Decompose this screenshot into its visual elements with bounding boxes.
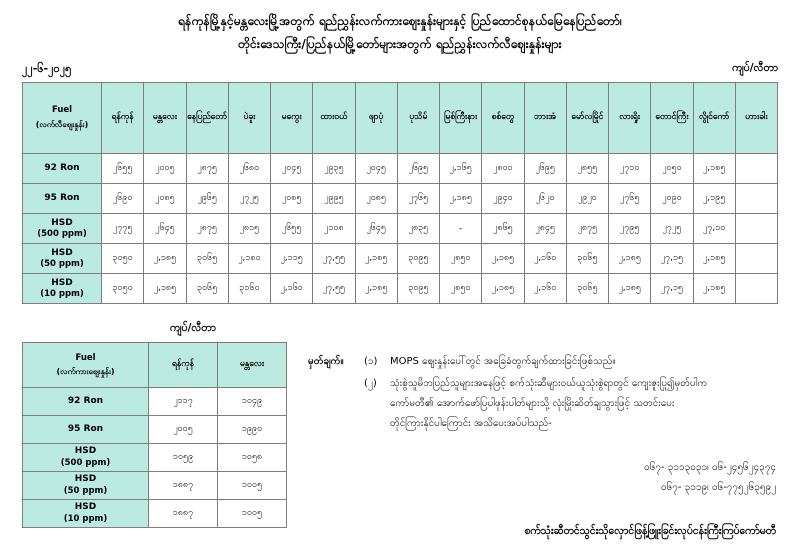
document-header (0, 0, 800, 56)
column-header-city: ပုသိမ် (397, 83, 439, 154)
price-cell: ၂၆၄၅ (144, 214, 186, 244)
column-header-city: ပဲခူး (228, 83, 270, 154)
note-text-cont: ကော်မတီ၏ အောက်ဖော်ပြပါဖုန်းပါတ်များသို့ လုံးမြိုးဆိတ်ချသွားဖြင့် သတင်းပေး (390, 398, 675, 409)
row-label-sub: (50 ppm) (63, 485, 108, 496)
price-cell: ၂,၁၁၅ (271, 244, 313, 274)
table-row (23, 444, 287, 472)
price-cell: ၂,၁၆၀ (271, 274, 313, 304)
price-cell: ၂၈၃၅ (397, 214, 439, 244)
table-header-row (23, 83, 778, 154)
fuel-header-label: Fuel (51, 105, 73, 116)
row-label-hsd-50 (23, 244, 102, 274)
row-label-text: 95 Ron (44, 193, 80, 204)
price-cell: ၂၉၃၅ (313, 154, 355, 184)
price-cell: ၂၇၇၅ (102, 214, 144, 244)
row-label-text: HSD (51, 277, 73, 288)
price-cell: ၂၈၅၀ (440, 244, 482, 274)
price-cell: ၂၀၄၅ (271, 154, 313, 184)
price-cell (735, 274, 777, 304)
notes-label: မှတ်ချက်။ (308, 356, 344, 367)
price-cell: ၁၀၅၉ (149, 444, 218, 472)
title-line-1: ရန်ကုန်မြို့နှင့်မန္တလေးမြို့အတွက် ရည်ညွှန်းလက်ကားဈေးနှုန်းများနှင့် ပြည်ထောင်စုနယ်မြေနေပြည်တော်၊ (177, 14, 623, 28)
price-cell: ၁၀၀၅ (218, 500, 287, 528)
price-cell: ၂၇၂၅ (651, 214, 693, 244)
price-cell: ၃၀၉၅ (397, 244, 439, 274)
row-label-92ron (23, 154, 102, 184)
column-header-city: မကွေး (271, 83, 313, 154)
note-text-cont: တိုင်ကြားနိုင်ပါကြောင်း အသိပေးအပ်ပါသည်- (390, 418, 552, 429)
price-cell: ၂၆၉၅ (397, 154, 439, 184)
row-label-text: HSD (74, 502, 97, 513)
price-cell: ၂၉၆၅ (186, 184, 228, 214)
row-label-text: HSD (74, 446, 97, 457)
row-label-text: HSD (51, 247, 73, 258)
price-cell: ၂၁၀၈ (313, 214, 355, 244)
price-cell: ၁၀၅၈ (218, 444, 287, 472)
price-cell: ၃၀၅၀ (102, 244, 144, 274)
price-cell: ၂၆၉၅ (524, 154, 566, 184)
note-text: MOPS ဈေးနှုန်းပေါ်တွင် အခြေခံတွက်ချက်ထားခြင်းဖြစ်သည်။ (390, 356, 616, 367)
table-row (23, 416, 287, 444)
price-cell: ၃၁၆၀ (228, 274, 270, 304)
table-row (23, 274, 778, 304)
column-header-city: ရန်ကုန် (102, 83, 144, 154)
price-cell: ၂၀၈၅ (144, 184, 186, 214)
price-cell: ၂၇,၅၅ (313, 244, 355, 274)
price-cell: ၂၀၈၅ (271, 184, 313, 214)
wholesale-table-unit: ကျပ်/လီတာ (170, 322, 216, 334)
retail-table-head (23, 83, 778, 154)
price-cell: ၂,၁၈၅ (440, 184, 482, 214)
price-cell: ၂,၁၈၅ (609, 244, 651, 274)
price-cell: ၂၇၂၅ (228, 184, 270, 214)
price-cell: ၂၇၁၀ (609, 154, 651, 184)
price-cell: ၂,၁၆၀ (524, 274, 566, 304)
column-header-city: ထားဝယ် (313, 83, 355, 154)
row-label-hsd-500 (23, 444, 149, 472)
table-row (23, 154, 778, 184)
row-label-95ron (23, 416, 149, 444)
price-cell: ၂၆၉၀ (102, 184, 144, 214)
retail-price-table (22, 82, 778, 304)
price-cell: ၂၇,၅၅ (313, 274, 355, 304)
column-header-fuel (23, 83, 102, 154)
price-cell (735, 154, 777, 184)
price-cell: ၂၀၀၅ (149, 416, 218, 444)
price-cell: ၂၉၄၀ (482, 184, 524, 214)
price-cell: ၃၀၅၀ (102, 274, 144, 304)
price-cell: ၂၀၄၅ (355, 154, 397, 184)
price-cell: ၂,၁၈၅ (355, 274, 397, 304)
row-label-sub: (50 ppm) (40, 258, 84, 269)
price-cell: ၁၈၈၇ (149, 500, 218, 528)
price-cell: ၂၆၄၅ (355, 214, 397, 244)
price-cell: ၁၉၉၀ (218, 416, 287, 444)
retail-price-table-wrap (22, 82, 778, 304)
column-header-city: မန္တလေး (144, 83, 186, 154)
note-text-block (390, 374, 778, 434)
price-cell: ၂၈၇၅ (566, 214, 608, 244)
row-label-sub: (10 ppm) (63, 513, 108, 524)
price-cell: ၂,၁၈၅ (693, 244, 735, 274)
price-cell: ၂,၁၈၅ (693, 154, 735, 184)
price-cell: ၂,၁၈၅ (144, 274, 186, 304)
price-cell: ၂,၁၈၅ (482, 244, 524, 274)
table-row (23, 388, 287, 416)
phone-line: ၀၆၇- ၃၁၁၉၊ ၀၆-၇၇၅၂၆၃၅၉၂ (661, 482, 776, 493)
price-cell: ၂၈၀၀ (482, 154, 524, 184)
phone-line: ၀၆၇- ၃၁၁၃၀၃၁၊ ၀၆-၂၄၅၆၂၄၃၇၄ (644, 462, 776, 473)
price-cell: ၂၀၈၅ (355, 184, 397, 214)
price-cell: ၂၇၉၅ (609, 214, 651, 244)
price-cell: ၃၀၉၅ (397, 274, 439, 304)
price-cell: ၂၈၇၅ (186, 154, 228, 184)
table-row (23, 214, 778, 244)
document-date: ၂၂-၆-၂၀၂၅ (22, 61, 72, 75)
column-header-city: ရန်ကုန် (149, 343, 218, 388)
wholesale-price-table-wrap (22, 342, 287, 528)
price-cell: ၁၈၈၇ (149, 472, 218, 500)
row-label-text: 92 Ron (44, 163, 80, 174)
price-cell: ၂,၁၆၅ (440, 154, 482, 184)
price-cell: ၂,၁၈၅ (609, 274, 651, 304)
table-row (23, 244, 778, 274)
price-cell: ၂၇,၁၅ (651, 274, 693, 304)
price-cell: ၂၈၇၅ (186, 214, 228, 244)
column-header-city: စစ်တွေ (482, 83, 524, 154)
row-label-text: HSD (51, 217, 73, 228)
row-label-sub: (500 ppm) (60, 457, 111, 468)
column-header-city: ဘားအံ (524, 83, 566, 154)
price-cell: ၂၈၅၀ (440, 274, 482, 304)
price-cell: ၂,၁၈၅ (144, 244, 186, 274)
notes-section (308, 352, 778, 436)
row-label-95ron (23, 184, 102, 214)
fuel-header-label: Fuel (75, 352, 96, 363)
price-cell: ၂၀၉၀ (651, 184, 693, 214)
title-line-2: တိုင်းဒေသကြီး/ပြည်နယ်မြို့တော်များအတွက် ရည်ညွှန်းလက်လီဈေးနှုန်းများ (238, 36, 562, 51)
price-cell: ၂၈၆၅ (482, 214, 524, 244)
price-cell: ၂၉၂၀ (566, 184, 608, 214)
price-cell: ၃၀၆၅ (186, 274, 228, 304)
row-label-text: HSD (74, 474, 97, 485)
price-cell: ၂၇၆၅ (609, 184, 651, 214)
row-label-hsd-10 (23, 274, 102, 304)
wholesale-table-head (23, 343, 287, 388)
price-cell: ၂၆၂၀ (524, 184, 566, 214)
price-cell (735, 214, 777, 244)
column-header-city: ဟားခါး (735, 83, 777, 154)
price-cell: ၂၇,၁၅ (651, 244, 693, 274)
price-cell: ၂၁၁၇ (149, 388, 218, 416)
main-table-unit: ကျပ်/လီတာ (732, 61, 778, 74)
price-cell: ၃၀၆၅ (566, 274, 608, 304)
note-number: (၂) (364, 378, 377, 389)
column-header-city: လားရှိုး (609, 83, 651, 154)
price-cell: ၂,၁၈၀ (228, 244, 270, 274)
price-cell: ၃၀၆၅ (566, 244, 608, 274)
row-label-text: 92 Ron (67, 395, 104, 406)
price-cell: ၂,၁၈၅ (355, 244, 397, 274)
row-label-sub: (500 ppm) (37, 228, 87, 239)
price-cell: ၁၀၄၉ (218, 388, 287, 416)
column-header-city: မြစ်ကြီးနား (440, 83, 482, 154)
table-row (23, 184, 778, 214)
contact-phones (644, 458, 776, 498)
price-cell: ၁၀၀၅ (218, 472, 287, 500)
price-cell: ၂၈၅၅ (566, 154, 608, 184)
issuing-organization: စက်သုံးဆီတင်သွင်းသိုလှောင်ဖြန့်ဖြူးခြင်းလုပ်ငန်းကြီးကြပ်ကော်မတီ (524, 525, 776, 537)
fuel-header-sublabel: (လက်ကားဈေးနှုန်း) (56, 367, 115, 377)
price-cell: ၃၀၆၅ (186, 244, 228, 274)
column-header-city: နေပြည်တော် (186, 83, 228, 154)
price-cell: ၂၆၈၀ (228, 154, 270, 184)
price-cell: ၂၆၅၅ (102, 154, 144, 184)
column-header-city: မော်လမြိုင် (566, 83, 608, 154)
column-header-fuel (23, 343, 149, 388)
column-header-city: လွိုင်ကော် (693, 83, 735, 154)
row-label-92ron (23, 388, 149, 416)
price-cell: ၂၉၉၅ (313, 184, 355, 214)
note-text: သုံးစွဲသူမိဘပြည်သူများအနေဖြင့် စက်သုံးဆီများဝယ်ယူသုံးစွဲရာတွင် ကျေးဇူးပြု၍မှတ်ပါက (390, 378, 708, 389)
row-label-hsd-50 (23, 472, 149, 500)
row-label-sub: (10 ppm) (40, 288, 84, 299)
wholesale-table-body (23, 388, 287, 528)
fuel-header-sublabel: (လက်လီဈေးနှုန်း) (35, 120, 89, 130)
date-unit-row (0, 62, 800, 82)
table-row (23, 472, 287, 500)
column-header-city: မန္တလေး (218, 343, 287, 388)
price-cell: ၂၇,၁၀ (693, 214, 735, 244)
table-header-row (23, 343, 287, 388)
price-cell: ၂,၁၈၅ (482, 274, 524, 304)
price-cell: ၂,၁၉၅ (693, 184, 735, 214)
price-cell: ၂၇၆၅ (397, 184, 439, 214)
price-cell: ၂,၁၈၅ (693, 274, 735, 304)
note-item (308, 374, 778, 434)
price-cell: ၂၆၅၅ (271, 214, 313, 244)
note-number: (၁) (364, 356, 378, 367)
wholesale-price-table (22, 342, 287, 528)
price-cell: ၂၈၄၅ (524, 214, 566, 244)
table-row (23, 500, 287, 528)
row-label-text: 95 Ron (67, 423, 104, 434)
price-cell (735, 244, 777, 274)
price-cell (735, 184, 777, 214)
price-cell: ၂၀၀၅ (144, 154, 186, 184)
column-header-city: တောင်ကြီး (651, 83, 693, 154)
price-cell: - (440, 214, 482, 244)
row-label-hsd-10 (23, 500, 149, 528)
note-item (308, 352, 778, 372)
price-cell: ၂,၁၆၀ (524, 244, 566, 274)
row-label-hsd-500 (23, 214, 102, 244)
price-cell: ၂၀၅၀ (651, 154, 693, 184)
column-header-city: ဖျာပုံ (355, 83, 397, 154)
price-cell: ၂၈၁၅ (228, 214, 270, 244)
retail-table-body (23, 154, 778, 304)
